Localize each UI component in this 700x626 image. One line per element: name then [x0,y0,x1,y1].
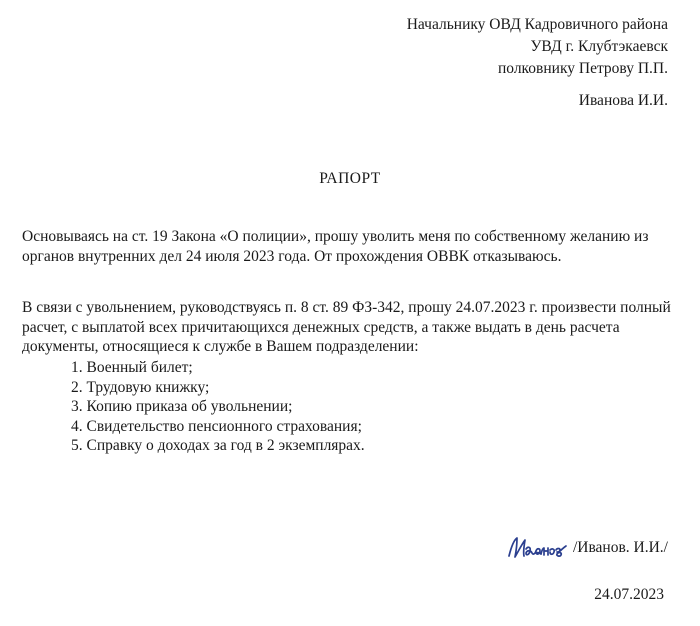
addressee-block [407,14,668,80]
sender-name: Иванова И.И. [578,92,668,109]
list-item: 4. Свидетельство пенсионного страхования; [71,417,362,435]
addressee-line-3: полковнику Петрову П.П. [497,60,668,77]
document-title: РАПОРТ [319,170,381,187]
list-item: 3. Копию приказа об увольнении; [71,398,293,415]
document-date: 24.07.2023 [594,586,664,603]
addressee-line-1: Начальнику ОВД Кадровичного района [406,16,668,33]
paragraph-request: Основываясь на ст. 19 Закона «О полиции», прошу уволить меня по собственному желанию из органов внутренних дел 24 июля 2023 года. От прохождения ОВВК отказываюсь. [22,228,649,265]
addressee-line-2: УВД г. Клубтэкаевск [530,38,668,55]
list-item: 5. Справку о доходах за год в 2 экземплярах. [71,437,365,454]
signature-name: /Иванов. И.И./ [572,539,668,556]
list-item: 1. Военный билет; [71,359,193,376]
paragraph-settlement: В связи с увольнением, руководствуясь п. 8 ст. 89 ФЗ-342, прошу 24.07.2023 г. произвести полный расчет, с выплатой всех причитающихся денежных средств, а также выдать в день расчета документы, относящиеся к службе в Вашем подразделении: [22,299,671,355]
documents-list [71,358,365,456]
list-item: 2. Трудовую книжку; [71,378,210,396]
handwritten-signature [505,530,569,566]
signature-block [505,530,668,566]
